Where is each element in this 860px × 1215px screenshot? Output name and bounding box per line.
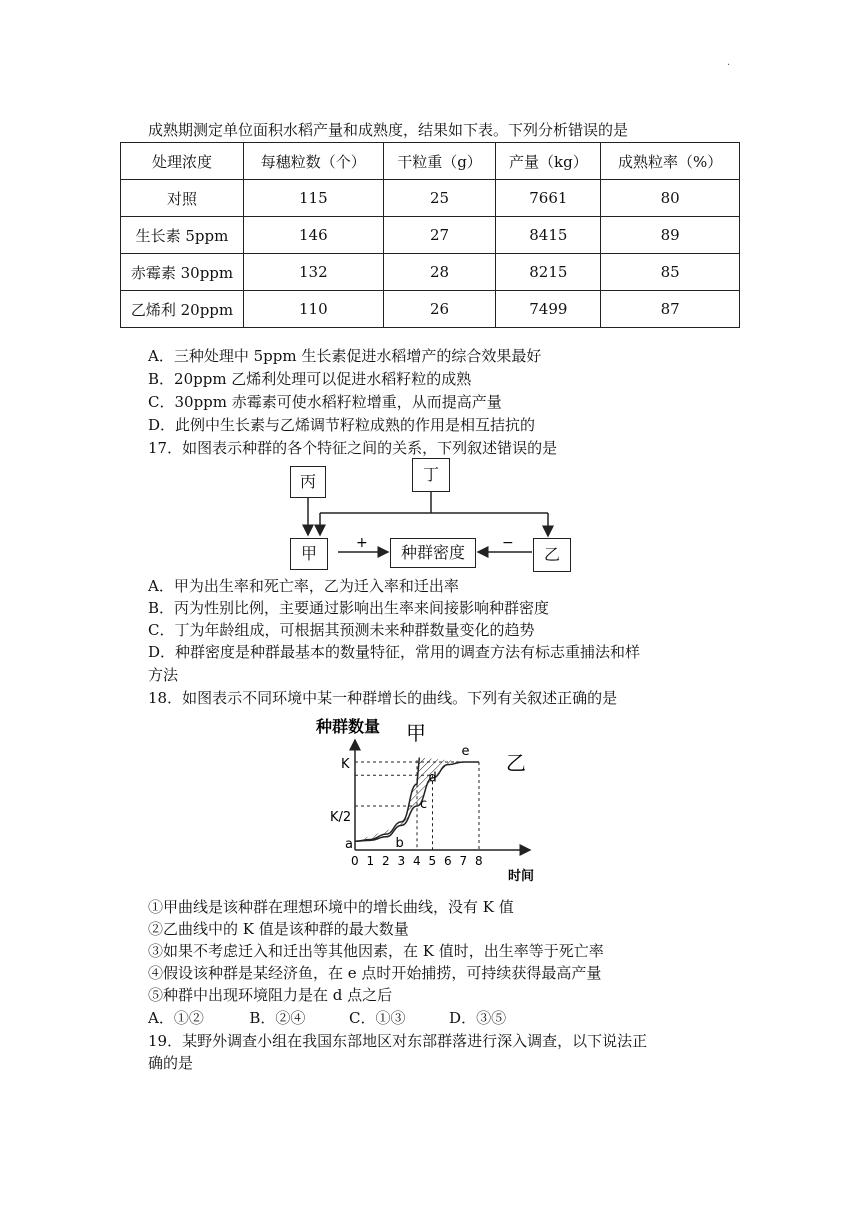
table-cell: 132 bbox=[244, 254, 384, 291]
point-label-a: a bbox=[345, 837, 353, 852]
q17-option-c: C．丁为年龄组成，可根据其预测未来种群数量变化的趋势 bbox=[148, 621, 535, 639]
table-cell: 115 bbox=[244, 180, 384, 217]
plus-sign: + bbox=[356, 535, 368, 551]
table-cell: 146 bbox=[244, 217, 384, 254]
q17-option-d-cont: 方法 bbox=[148, 666, 179, 684]
q18-statement-1: ①甲曲线是该种群在理想环境中的增长曲线，没有 K 值 bbox=[148, 898, 514, 916]
q19-stem: 19．某野外调查小组在我国东部地区对东部群落进行深入调查，以下说法正 bbox=[148, 1032, 648, 1050]
table-cell: 28 bbox=[383, 254, 496, 291]
q16-option-c: C．30ppm 赤霉素可使水稻籽粒增重，从而提高产量 bbox=[148, 393, 502, 411]
table-cell: 7661 bbox=[496, 180, 601, 217]
q17-option-a: A．甲为出生率和死亡率，乙为迁入率和迁出率 bbox=[148, 577, 459, 595]
y-tick-k-half: K/2 bbox=[330, 810, 352, 825]
x-tick-label: 6 bbox=[444, 854, 452, 868]
table-cell: 110 bbox=[244, 291, 384, 328]
box-population-density: 种群密度 bbox=[390, 538, 476, 568]
q19-stem-cont: 确的是 bbox=[148, 1054, 194, 1072]
table-cell: 27 bbox=[383, 217, 496, 254]
x-tick-label: 2 bbox=[382, 854, 390, 868]
box-yi: 乙 bbox=[533, 538, 571, 572]
q16-option-d: D．此例中生长素与乙烯调节籽粒成熟的作用是相互拮抗的 bbox=[148, 416, 536, 434]
x-tick-label: 0 bbox=[351, 854, 359, 868]
table-cell: 乙烯利 20ppm bbox=[121, 291, 244, 328]
curve-jia bbox=[355, 758, 419, 842]
q18-stem: 18．如图表示不同环境中某一种群增长的曲线。下列有关叙述正确的是 bbox=[148, 689, 618, 707]
table-header: 产量（kg） bbox=[496, 143, 601, 180]
table-cell: 7499 bbox=[496, 291, 601, 328]
x-tick-label: 7 bbox=[459, 854, 468, 868]
y-tick-k: K bbox=[341, 757, 350, 772]
q18-statement-5: ⑤种群中出现环境阻力是在 d 点之后 bbox=[148, 986, 393, 1004]
table-cell: 赤霉素 30ppm bbox=[121, 254, 244, 291]
x-tick-label: 1 bbox=[366, 854, 375, 868]
q18-choices bbox=[148, 1008, 506, 1028]
table-row bbox=[121, 291, 740, 328]
q18-choice-c: C．①③ bbox=[349, 1009, 406, 1027]
table-cell: 8415 bbox=[496, 217, 601, 254]
q17-option-d: D．种群密度是种群最基本的数量特征，常用的调查方法有标志重捕法和样 bbox=[148, 643, 641, 661]
table-cell: 80 bbox=[601, 180, 740, 217]
x-tick-label: 3 bbox=[397, 854, 406, 868]
table-header: 成熟粒率（%） bbox=[601, 143, 740, 180]
point-label-c: c bbox=[420, 796, 428, 812]
table-header: 干粒重（g） bbox=[383, 143, 496, 180]
q17-option-b: B．丙为性别比例，主要通过影响出生率来间接影响种群密度 bbox=[148, 599, 550, 617]
table-cell: 对照 bbox=[121, 180, 244, 217]
table-cell: 89 bbox=[601, 217, 740, 254]
q18-choice-a: A．①② bbox=[148, 1009, 204, 1027]
point-label-b: b bbox=[395, 836, 404, 851]
table-row bbox=[121, 217, 740, 254]
x-tick-label: 5 bbox=[428, 854, 437, 868]
table-row bbox=[121, 180, 740, 217]
minus-sign: − bbox=[502, 535, 514, 551]
q16-option-b: B．20ppm 乙烯利处理可以促进水稻籽粒的成熟 bbox=[148, 370, 472, 388]
table-cell: 8215 bbox=[496, 254, 601, 291]
point-label-d: d bbox=[428, 770, 437, 786]
q17-stem: 17．如图表示种群的各个特征之间的关系，下列叙述错误的是 bbox=[148, 439, 558, 457]
table-cell: 25 bbox=[383, 180, 496, 217]
table-cell: 85 bbox=[601, 254, 740, 291]
table-cell: 26 bbox=[383, 291, 496, 328]
q18-statement-4: ④假设该种群是某经济鱼，在 e 点时开始捕捞，可持续获得最高产量 bbox=[148, 964, 602, 982]
table-cell: 生长素 5ppm bbox=[121, 217, 244, 254]
box-ding: 丁 bbox=[412, 458, 450, 492]
curve-label-jia: 甲 bbox=[406, 721, 426, 745]
x-tick-label: 8 bbox=[475, 854, 483, 868]
environmental-resistance-area bbox=[355, 758, 470, 842]
point-label-e: e bbox=[461, 743, 470, 759]
y-axis-title: 种群数量 bbox=[316, 717, 381, 736]
x-axis-title: 时间 bbox=[508, 869, 535, 884]
box-jia: 甲 bbox=[290, 538, 328, 570]
table-header-row bbox=[121, 143, 740, 180]
table-row bbox=[121, 254, 740, 291]
table-header: 每穗粒数（个） bbox=[244, 143, 384, 180]
box-bing: 丙 bbox=[290, 466, 326, 498]
q18-statement-3: ③如果不考虑迁入和迁出等其他因素，在 K 值时，出生率等于死亡率 bbox=[148, 942, 604, 960]
table-cell: 87 bbox=[601, 291, 740, 328]
q16-option-a: A．三种处理中 5ppm 生长素促进水稻增产的综合效果最好 bbox=[148, 347, 542, 365]
q18-statement-2: ②乙曲线中的 K 值是该种群的最大数量 bbox=[148, 920, 409, 938]
results-table bbox=[120, 142, 740, 328]
population-growth-chart bbox=[310, 710, 590, 890]
q18-choice-b: B．②④ bbox=[249, 1009, 306, 1027]
q16-intro: 成熟期测定单位面积水稻产量和成熟度，结果如下表。下列分析错误的是 bbox=[148, 121, 629, 139]
q18-choice-d: D．③⑤ bbox=[449, 1009, 507, 1027]
table-header: 处理浓度 bbox=[121, 143, 244, 180]
curve-label-yi: 乙 bbox=[506, 751, 526, 775]
corner-mark: · bbox=[727, 60, 731, 71]
x-tick-label: 4 bbox=[413, 854, 421, 868]
